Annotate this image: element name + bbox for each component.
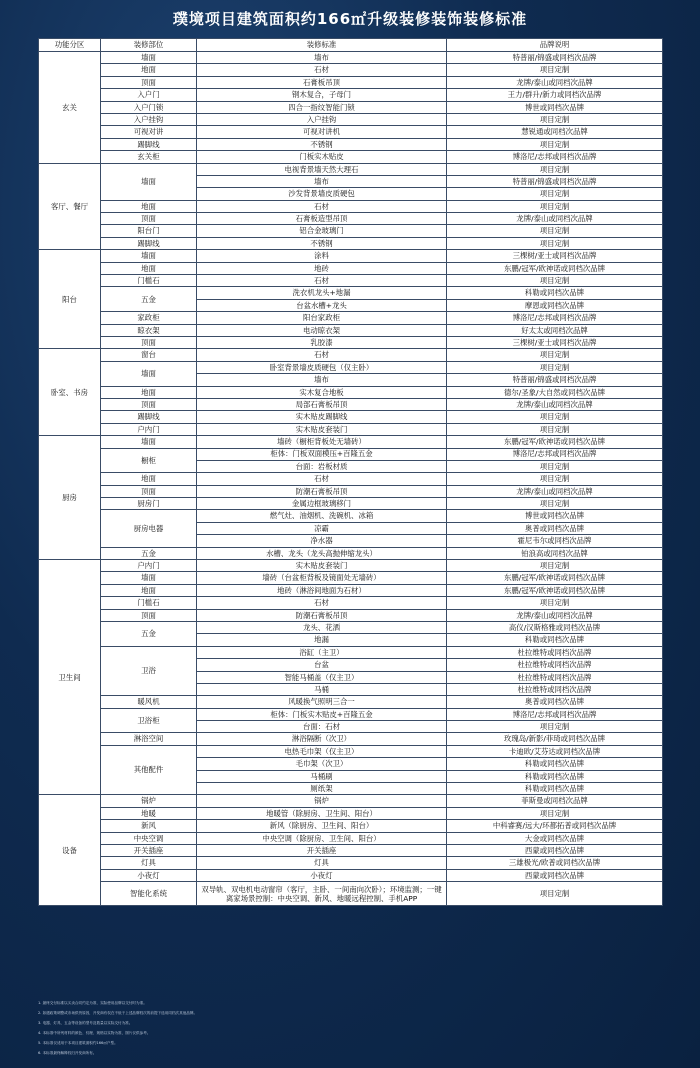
- standard-cell: 门板实木贴皮: [197, 151, 447, 163]
- part-cell: 橱柜: [101, 448, 197, 473]
- page-title: 璞境项目建筑面积约166㎡升级装修装饰装修标准: [172, 10, 528, 28]
- brand-cell: 特普丽/锦盛或同档次品牌: [447, 175, 663, 187]
- part-cell: 小夜灯: [101, 869, 197, 881]
- standard-cell: 台盆: [197, 659, 447, 671]
- standard-cell: 地暖管（除厨房、卫生间、阳台）: [197, 807, 447, 819]
- standard-cell: 不锈钢: [197, 237, 447, 249]
- brand-cell: 项目定制: [447, 498, 663, 510]
- part-cell: 地面: [101, 64, 197, 76]
- brand-cell: 三棵树/亚士或同档次品牌: [447, 250, 663, 262]
- brand-cell: 德尔/圣象/大自然或同档次品牌: [447, 386, 663, 398]
- part-cell: 顶面: [101, 398, 197, 410]
- table-row: [39, 882, 663, 906]
- standard-cell: 锅炉: [197, 795, 447, 807]
- brand-cell: 项目定制: [447, 597, 663, 609]
- table-row: [39, 646, 663, 658]
- table-row: [39, 621, 663, 633]
- standard-cell: 柜体：门板双面模压+百隆五金: [197, 448, 447, 460]
- standard-cell: 墙布: [197, 175, 447, 187]
- zone-cell: 客厅、餐厅: [39, 163, 101, 250]
- part-cell: 踢脚线: [101, 237, 197, 249]
- table-row: [39, 807, 663, 819]
- standard-cell: 地砖（淋浴间地面为石材）: [197, 584, 447, 596]
- footnote-line: 2. 如遇政策调整或市场供货原因，开发商有权在不低于上述品牌档次的前提下选用同档次其他品牌。: [38, 1011, 198, 1015]
- standard-cell: 淋浴隔断（次卫）: [197, 733, 447, 745]
- part-cell: 开关插座: [101, 845, 197, 857]
- part-cell: 顶面: [101, 609, 197, 621]
- part-cell: 厨房门: [101, 498, 197, 510]
- footnote-line: 1. 最终交付标准以买卖合同约定为准，实际使用品牌以交付时为准。: [38, 1001, 147, 1005]
- standard-cell: 涂料: [197, 250, 447, 262]
- zone-cell: 设备: [39, 795, 101, 906]
- brand-cell: 霍尼韦尔或同档次品牌: [447, 535, 663, 547]
- footnote-line: 4. 本标准中所列材料的颜色、纹理、规格以实物为准，图片仅供参考。: [38, 1031, 151, 1035]
- standard-cell: 浴缸（主卫）: [197, 646, 447, 658]
- part-cell: 中央空调: [101, 832, 197, 844]
- brand-cell: 龙牌/泰山或同档次品牌: [447, 609, 663, 621]
- table-row: [39, 126, 663, 138]
- table-row: [39, 275, 663, 287]
- standard-cell: 墙砖（台盆柜背板及镜面处无墙砖）: [197, 572, 447, 584]
- table-row: [39, 869, 663, 881]
- standard-cell: 柜体：门板实木贴皮+百隆五金: [197, 708, 447, 720]
- standard-cell: 中央空调（除厨房、卫生间、阳台）: [197, 832, 447, 844]
- brand-cell: 博世或同档次品牌: [447, 510, 663, 522]
- brand-cell: 杜拉维特或同档次品牌: [447, 659, 663, 671]
- standard-cell: 沙发背景墙皮质硬包: [197, 188, 447, 200]
- part-cell: 顶面: [101, 213, 197, 225]
- brand-cell: 玫瑰岛/新影/菲琦或同档次品牌: [447, 733, 663, 745]
- standard-cell: 洗衣机龙头+地漏: [197, 287, 447, 299]
- brand-cell: 龙牌/泰山或同档次品牌: [447, 76, 663, 88]
- part-cell: 墙面: [101, 361, 197, 386]
- brand-cell: 中科睿赛/远大/环都拓普或同档次品牌: [447, 820, 663, 832]
- table-row: [39, 448, 663, 460]
- table-row: [39, 163, 663, 175]
- table-row: [39, 473, 663, 485]
- footnote-line: 3. 电器、灯具、五金等设备的型号及数量以实际交付为准。: [38, 1021, 133, 1025]
- header-zone: 功能分区: [39, 39, 101, 52]
- table-row: [39, 411, 663, 423]
- brand-cell: 科勒或同档次品牌: [447, 770, 663, 782]
- part-cell: 卫浴: [101, 646, 197, 696]
- standard-cell: 灯具: [197, 857, 447, 869]
- standard-cell: 钢木复合，子母门: [197, 89, 447, 101]
- decoration-standard-table-wrap: [38, 38, 662, 906]
- table-row: [39, 262, 663, 274]
- brand-cell: 科勒或同档次品牌: [447, 634, 663, 646]
- part-cell: 踢脚线: [101, 411, 197, 423]
- part-cell: 户内门: [101, 423, 197, 435]
- part-cell: 入户挂钩: [101, 113, 197, 125]
- brand-cell: 博洛尼/志邦或同档次品牌: [447, 448, 663, 460]
- standard-cell: 乳胶漆: [197, 336, 447, 348]
- zone-cell: 厨房: [39, 436, 101, 560]
- brand-cell: 奥普或同档次品牌: [447, 696, 663, 708]
- brand-cell: 项目定制: [447, 225, 663, 237]
- standard-cell: 新风（除厨房、卫生间、阳台）: [197, 820, 447, 832]
- brand-cell: 特普丽/锦盛或同档次品牌: [447, 374, 663, 386]
- table-row: [39, 845, 663, 857]
- brand-cell: 项目定制: [447, 200, 663, 212]
- footnotes: [38, 998, 662, 1058]
- standard-cell: 台面：岩板材质: [197, 460, 447, 472]
- standard-cell: 开关插座: [197, 845, 447, 857]
- brand-cell: 项目定制: [447, 460, 663, 472]
- standard-cell: 石材: [197, 473, 447, 485]
- table-row: [39, 101, 663, 113]
- standard-cell: 智能马桶盖（仅主卫）: [197, 671, 447, 683]
- brand-cell: 科勒或同档次品牌: [447, 287, 663, 299]
- standard-cell: 马桶: [197, 683, 447, 695]
- brand-cell: 项目定制: [447, 423, 663, 435]
- brand-cell: 菲斯曼或同档次品牌: [447, 795, 663, 807]
- standard-cell: 地漏: [197, 634, 447, 646]
- part-cell: 新风: [101, 820, 197, 832]
- table-row: [39, 547, 663, 559]
- decoration-standard-table: [38, 38, 663, 906]
- table-row: [39, 436, 663, 448]
- brand-cell: 项目定制: [447, 882, 663, 906]
- standard-cell: 阳台家政柜: [197, 312, 447, 324]
- brand-cell: 东鹏/冠军/欧神诺或同档次品牌: [447, 262, 663, 274]
- part-cell: 入户门锁: [101, 101, 197, 113]
- brand-cell: 好太太或同档次品牌: [447, 324, 663, 336]
- standard-cell: 石膏板吊顶: [197, 76, 447, 88]
- standard-cell: 净水器: [197, 535, 447, 547]
- brand-cell: 特普丽/锦盛或同档次品牌: [447, 52, 663, 64]
- standard-cell: 风暖换气照明三合一: [197, 696, 447, 708]
- table-row: [39, 52, 663, 64]
- table-row: [39, 287, 663, 299]
- part-cell: 家政柜: [101, 312, 197, 324]
- standard-cell: 局部石膏板吊顶: [197, 398, 447, 410]
- part-cell: 地面: [101, 262, 197, 274]
- standard-cell: 防潮石膏板吊顶: [197, 609, 447, 621]
- standard-cell: 电视背景墙天然大理石: [197, 163, 447, 175]
- standard-cell: 凉霸: [197, 522, 447, 534]
- part-cell: 智能化系统: [101, 882, 197, 906]
- table-row: [39, 510, 663, 522]
- part-cell: 卫浴柜: [101, 708, 197, 733]
- standard-cell: 石材: [197, 597, 447, 609]
- standard-cell: 电动晾衣架: [197, 324, 447, 336]
- table-row: [39, 312, 663, 324]
- part-cell: 可视对讲: [101, 126, 197, 138]
- table-row: [39, 225, 663, 237]
- table-row: [39, 64, 663, 76]
- table-row: [39, 832, 663, 844]
- brand-cell: 项目定制: [447, 560, 663, 572]
- brand-cell: 铂浪高或同档次品牌: [447, 547, 663, 559]
- part-cell: 墙面: [101, 52, 197, 64]
- zone-cell: 玄关: [39, 52, 101, 164]
- standard-cell: 水槽、龙头（龙头高抛伸缩龙头）: [197, 547, 447, 559]
- standard-cell: 墙砖（橱柜背板处无墙砖）: [197, 436, 447, 448]
- zone-cell: 卧室、书房: [39, 349, 101, 436]
- standard-cell: 燃气灶、油烟机、洗碗机、冰箱: [197, 510, 447, 522]
- brand-cell: 项目定制: [447, 138, 663, 150]
- header-part: 装修部位: [101, 39, 197, 52]
- brand-cell: 博世或同档次品牌: [447, 101, 663, 113]
- footnote-line: 6. 本标准最终解释权归开发商所有。: [38, 1051, 97, 1055]
- table-row: [39, 696, 663, 708]
- table-row: [39, 324, 663, 336]
- standard-cell: 可视对讲机: [197, 126, 447, 138]
- standard-cell: 实木贴皮套装门: [197, 423, 447, 435]
- part-cell: 阳台门: [101, 225, 197, 237]
- part-cell: 地面: [101, 473, 197, 485]
- brand-cell: 三棵树/亚士或同档次品牌: [447, 336, 663, 348]
- brand-cell: 摩恩或同档次品牌: [447, 299, 663, 311]
- standard-cell: 铝合金玻璃门: [197, 225, 447, 237]
- part-cell: 顶面: [101, 485, 197, 497]
- table-row: [39, 597, 663, 609]
- standard-cell: 金属边框玻璃移门: [197, 498, 447, 510]
- standard-cell: 厕纸架: [197, 783, 447, 795]
- brand-cell: 龙牌/泰山或同档次品牌: [447, 485, 663, 497]
- table-row: [39, 609, 663, 621]
- brand-cell: 奥普或同档次品牌: [447, 522, 663, 534]
- part-cell: 其他配件: [101, 745, 197, 795]
- brand-cell: 科勒或同档次品牌: [447, 758, 663, 770]
- standard-cell: 地砖: [197, 262, 447, 274]
- standard-cell: 马桶刷: [197, 770, 447, 782]
- brand-cell: 项目定制: [447, 807, 663, 819]
- brand-cell: 西蒙或同档次品牌: [447, 845, 663, 857]
- brand-cell: 龙牌/泰山或同档次品牌: [447, 213, 663, 225]
- part-cell: 顶面: [101, 336, 197, 348]
- table-row: [39, 795, 663, 807]
- brand-cell: 项目定制: [447, 237, 663, 249]
- part-cell: 灯具: [101, 857, 197, 869]
- standard-cell: 小夜灯: [197, 869, 447, 881]
- part-cell: 墙面: [101, 436, 197, 448]
- standard-cell: 墙布: [197, 52, 447, 64]
- standard-cell: 石材: [197, 200, 447, 212]
- table-row: [39, 76, 663, 88]
- brand-cell: 项目定制: [447, 411, 663, 423]
- brand-cell: 项目定制: [447, 473, 663, 485]
- brand-cell: 东鹏/冠军/欧神诺或同档次品牌: [447, 436, 663, 448]
- brand-cell: 卡迪欧/艾芬达或同档次品牌: [447, 745, 663, 757]
- table-row: [39, 857, 663, 869]
- table-row: [39, 237, 663, 249]
- table-row: [39, 200, 663, 212]
- table-row: [39, 250, 663, 262]
- zone-cell: 卫生间: [39, 560, 101, 795]
- part-cell: 窗台: [101, 349, 197, 361]
- part-cell: 门槛石: [101, 275, 197, 287]
- brand-cell: 高仪/汉斯格雅或同档次品牌: [447, 621, 663, 633]
- table-row: [39, 572, 663, 584]
- part-cell: 门槛石: [101, 597, 197, 609]
- standard-cell: 入户挂钩: [197, 113, 447, 125]
- table-row: [39, 138, 663, 150]
- standard-cell: 不锈钢: [197, 138, 447, 150]
- table-row: [39, 733, 663, 745]
- brand-cell: 科勒或同档次品牌: [447, 783, 663, 795]
- standard-cell: 电热毛巾架（仅主卫）: [197, 745, 447, 757]
- standard-cell: 石材: [197, 275, 447, 287]
- header-standard: 装修标准: [197, 39, 447, 52]
- part-cell: 锅炉: [101, 795, 197, 807]
- table-row: [39, 349, 663, 361]
- part-cell: 地暖: [101, 807, 197, 819]
- standard-cell: 卧室背景墙皮质硬包（仅主卧）: [197, 361, 447, 373]
- brand-cell: 项目定制: [447, 721, 663, 733]
- brand-cell: 杜拉维特或同档次品牌: [447, 671, 663, 683]
- brand-cell: 三雄极光/欧普或同档次品牌: [447, 857, 663, 869]
- part-cell: 入户门: [101, 89, 197, 101]
- brand-cell: 博洛尼/志邦或同档次品牌: [447, 708, 663, 720]
- standard-cell: 防潮石膏板吊顶: [197, 485, 447, 497]
- brand-cell: 项目定制: [447, 361, 663, 373]
- footnote-line: 5. 本标准仅适用于本项目建筑面积约166㎡户型。: [38, 1041, 118, 1045]
- brand-cell: 王力/群升/新力或同档次品牌: [447, 89, 663, 101]
- part-cell: 户内门: [101, 560, 197, 572]
- standard-cell: 石材: [197, 349, 447, 361]
- table-row: [39, 745, 663, 757]
- brand-cell: 杜拉维特或同档次品牌: [447, 683, 663, 695]
- brand-cell: 博洛尼/志邦或同档次品牌: [447, 312, 663, 324]
- standard-cell: 台盆水槽+龙头: [197, 299, 447, 311]
- table-row: [39, 584, 663, 596]
- standard-cell: 实木贴皮踢脚线: [197, 411, 447, 423]
- brand-cell: 项目定制: [447, 349, 663, 361]
- brand-cell: 东鹏/冠军/欧神诺或同档次品牌: [447, 584, 663, 596]
- brand-cell: 项目定制: [447, 163, 663, 175]
- table-row: [39, 213, 663, 225]
- standard-cell: 墙布: [197, 374, 447, 386]
- brand-cell: 项目定制: [447, 275, 663, 287]
- brand-cell: 博洛尼/志邦或同档次品牌: [447, 151, 663, 163]
- table-header-row: [39, 39, 663, 52]
- table-row: [39, 113, 663, 125]
- part-cell: 暖风机: [101, 696, 197, 708]
- part-cell: 五金: [101, 287, 197, 312]
- part-cell: 淋浴空间: [101, 733, 197, 745]
- standard-cell: 台面：石材: [197, 721, 447, 733]
- part-cell: 地面: [101, 584, 197, 596]
- table-row: [39, 151, 663, 163]
- table-row: [39, 423, 663, 435]
- standard-cell: 实木贴皮套装门: [197, 560, 447, 572]
- standard-cell: 石材: [197, 64, 447, 76]
- table-row: [39, 386, 663, 398]
- table-row: [39, 708, 663, 720]
- table-body: [39, 52, 663, 906]
- standard-cell: 石膏板造型吊顶: [197, 213, 447, 225]
- brand-cell: 大金或同档次品牌: [447, 832, 663, 844]
- brand-cell: 项目定制: [447, 64, 663, 76]
- part-cell: 五金: [101, 547, 197, 559]
- header-brand: 品牌说明: [447, 39, 663, 52]
- table-row: [39, 820, 663, 832]
- part-cell: 地面: [101, 386, 197, 398]
- brand-cell: 项目定制: [447, 188, 663, 200]
- table-row: [39, 89, 663, 101]
- brand-cell: 东鹏/冠军/欧神诺或同档次品牌: [447, 572, 663, 584]
- part-cell: 顶面: [101, 76, 197, 88]
- table-row: [39, 498, 663, 510]
- part-cell: 玄关柜: [101, 151, 197, 163]
- table-row: [39, 361, 663, 373]
- brand-cell: 龙牌/泰山或同档次品牌: [447, 398, 663, 410]
- brand-cell: 慧锐通或同档次品牌: [447, 126, 663, 138]
- table-row: [39, 336, 663, 348]
- standard-cell: 毛巾架（次卫）: [197, 758, 447, 770]
- part-cell: 墙面: [101, 572, 197, 584]
- part-cell: 踢脚线: [101, 138, 197, 150]
- zone-cell: 阳台: [39, 250, 101, 349]
- standard-cell: 龙头、花洒: [197, 621, 447, 633]
- part-cell: 厨房电器: [101, 510, 197, 547]
- part-cell: 墙面: [101, 163, 197, 200]
- brand-cell: 项目定制: [447, 113, 663, 125]
- table-row: [39, 560, 663, 572]
- brand-cell: 西蒙或同档次品牌: [447, 869, 663, 881]
- part-cell: 墙面: [101, 250, 197, 262]
- standard-cell: 实木复合地板: [197, 386, 447, 398]
- table-row: [39, 485, 663, 497]
- standard-cell: 双导轨、双电机电动窗帘（客厅，主卧、一间南向次卧）；环境监测；一键离家场景控制：中央空调、新风、地暖远程控制、手机APP: [197, 882, 447, 906]
- brand-cell: 杜拉维特或同档次品牌: [447, 646, 663, 658]
- table-row: [39, 398, 663, 410]
- part-cell: 地面: [101, 200, 197, 212]
- part-cell: 五金: [101, 621, 197, 646]
- standard-cell: 四合一指纹智能门锁: [197, 101, 447, 113]
- part-cell: 晾衣架: [101, 324, 197, 336]
